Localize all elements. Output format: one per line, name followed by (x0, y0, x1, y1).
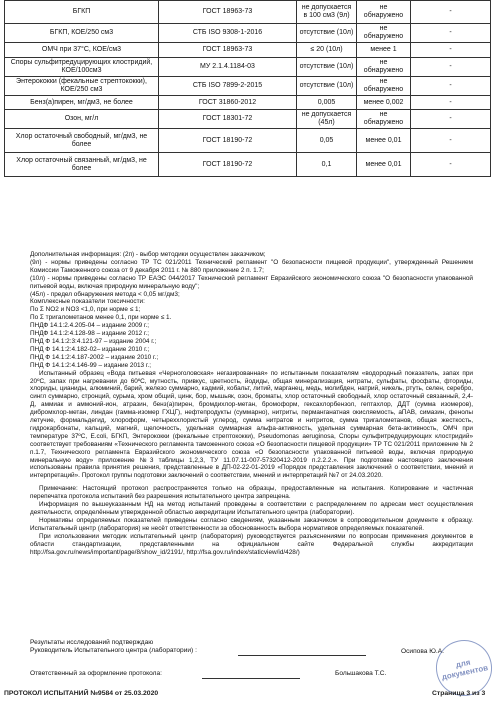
result-value: не обнаружено (357, 24, 411, 43)
result-value: не обнаружено (357, 58, 411, 77)
indicator-name: Хлор остаточный свободный, мг/дм3, не более (5, 129, 159, 153)
table-row (5, 153, 491, 177)
method-ref: ПНД Ф 14.1:2:4.146-99 – издание 2013 г.; (30, 361, 151, 369)
head-name: Осипова Ю.А. (401, 648, 444, 655)
head-label: Руководитель Испытательного центра (лаборатории) : (30, 647, 197, 654)
result-value: не обнаружено (357, 77, 411, 96)
note-value: - (411, 153, 491, 177)
conclusion-paragraph: Испытанный образец «Вода питьевая «Черноголовская» негазированная» по испытанным показателям «водородный показатель, запах при 20ºС, запах при нагревании до 60ºС, мутность, привкус, цветность, йодиды, общая минерализация, нитраты, сульфаты, фосфаты, фториды, хлориды, цианиды, алюминий, барий, железо суммарно, кадмий, кобальт, литий, марганец, медь, молибден, натрий, никель, ртуть, селен, серебро, сингл суммарно, стронций, сурьма, хром общий, цинк, бор, мышьяк, озон, броматы, хлор остаточный свободный, хлор остаточный связанный, 2,4-Д, аммиак и аммоний-ион, атразин, бенз(а)пирен, бромдихлор-метан, бромоформ, гексахлорбензол, гептахлор, ДДТ (сумма изомеров), дибромхлор-метан, линдан (гамма-изомер ГХЦГ), нефтепродукты (суммарно), нитриты, перманганатная окисляемость, аПАВ, симазин, фенолы летучие, формальдегид, хлороформ, четыреххлористый углерод, сумма нитратов и нитритов, сумма тригалометанов, общая жесткость, гидрокарбонаты, кальций, магний, щелочность, удельная суммарная альфа-активность, удельная суммарная бета-активность, ОМЧ при температуре 37ºС, E.coli, БГКП, Энтерококки (фекальные стрептококки), Pseudomonas aeruginosa, Споры сульфитредуцирующих клостридий» соответствует требованиям «Технического регламента таможенного союза «О безопасности пищевой продукции» ТР ТС 021/2011 приложение № 2 п.1.7, Технического регламента Евразийского экономического союза «О безопасности упакованной питьевой воды, включая природную минеральную воду» приложение №3 таблицы 1,2,3, ТУ 11.07.11-007-57320412-2019 п.2.2.2.». При подготовке настоящего заключения использованы правила принятия решения, представленные в ДП-02-22-01-2019 «Порядок представления заключений о соответствии, мнений и интерпретаций». Протокол группы подготовки заключений о соответствии, мнений и интерпретаций №7 от 24.03.2020. (30, 369, 473, 480)
method-ref: ПНД Ф 14.1:2:4.187-2002 – издание 2010 г.; (30, 353, 159, 361)
test-method: СТБ ISO 7899-2-2015 (159, 77, 297, 96)
table-row (5, 24, 491, 43)
table-row (5, 129, 491, 153)
note-10l: (10л) - нормы приведены согласно ТР ЕАЭС 044/2017 Технический регламент Евразийского экономического союза "О безопасности упакованной питьевой воды, включая природную минеральную воду"; (30, 274, 473, 290)
composite-sum-2: По Σ тригалометанов менее 0,1, при норме ≤ 1. (30, 314, 172, 322)
composite-sum-1: По Σ NO2 и NO3 <1,0, при норме ≤ 1; (30, 306, 141, 314)
table-row (5, 58, 491, 77)
indicator-name: Озон, мг/л (5, 110, 159, 129)
indicator-name: Бенз(а)пирен, мг/дм3, не более (5, 96, 159, 110)
note-value: - (411, 24, 491, 43)
note-45l: (45л) - предел обнаружения метода < 0,05 мг/дм3; (30, 290, 180, 298)
method-ref: ПНД Ф 14.1:2:3:4.121-97 – издание 2004 г.; (30, 337, 157, 345)
indicator-name: Хлор остаточный связанный, мг/дм3, не более (5, 153, 159, 177)
table-row (5, 43, 491, 58)
indicator-name: Энтерококки (фекальные стрептококки), КОЕ/250 см3 (5, 77, 159, 96)
table-row (5, 96, 491, 110)
result-value: менее 0,01 (357, 153, 411, 177)
norm-value: 0,05 (297, 129, 357, 153)
signature-line (202, 678, 300, 679)
table-row (5, 1, 491, 24)
norm-value: ≤ 20 (10л) (297, 43, 357, 58)
test-method: ГОСТ 31860-2012 (159, 96, 297, 110)
results-table (4, 0, 491, 177)
test-method: ГОСТ 18190-72 (159, 153, 297, 177)
note-value: - (411, 77, 491, 96)
method-ref: ПНДФ 14.1:2.4.205-04 – издание 2009 г.; (30, 322, 150, 330)
footer-protocol-number: ПРОТОКОЛ ИСПЫТАНИЙ №9584 от 25.03.2020 (4, 690, 159, 697)
signature-line (238, 655, 366, 656)
norm-value: не допускается в 100 см3 (9л) (297, 1, 357, 24)
norm-value: отсутствие (10л) (297, 24, 357, 43)
note-value: - (411, 110, 491, 129)
norm-value: не допускается (45л) (297, 110, 357, 129)
result-value: не обнаружено (357, 110, 411, 129)
info-paragraph-2: Нормативы определяемых показателей приведены согласно сведениям, указанным заказчиком в сопроводительном документе к образцу. Испытательный центр (лаборатория) не несёт ответственности за обоснованность выбора нормативов определяемых показателей. (30, 516, 473, 532)
norm-value: отсутствие (10л) (297, 58, 357, 77)
norm-value: 0,1 (297, 153, 357, 177)
test-method: ГОСТ 18190-72 (159, 129, 297, 153)
indicator-name: БГКП (5, 1, 159, 24)
info-paragraph-1: Информация по вышеуказанным НД на метод испытаний проведены в соответствии с распределением по адресам мест осуществления деятельности, определённым утвержденной областью аккредитации Испытательного центра (лаборатории). (30, 501, 473, 516)
remark-paragraph: Примечание: Настоящий протокол распространяется только на образцы, предоставленные на испытания. Копирование и частичная перепечатка протокола испытаний без разрешения испытательного центра запрещена. (30, 485, 473, 501)
results-confirm-label: Результаты исследований подтверждаю (30, 639, 154, 646)
composite-heading: Комплексные показатели токсичности: (30, 298, 145, 306)
norm-value: 0,005 (297, 96, 357, 110)
note-value: - (411, 96, 491, 110)
notes-section (30, 251, 473, 556)
test-method: СТБ ISO 9308-1-2016 (159, 24, 297, 43)
note-value: - (411, 43, 491, 58)
result-value: менее 1 (357, 43, 411, 58)
test-method: ГОСТ 18963-73 (159, 43, 297, 58)
norm-value: отсутствие (10л) (297, 77, 357, 96)
responsible-name: Большакова Т.С. (335, 670, 387, 677)
indicator-name: БГКП, КОЕ/250 см3 (5, 24, 159, 43)
test-method: ГОСТ 18963-73 (159, 1, 297, 24)
stamp-text: для документов (440, 657, 489, 682)
result-value: менее 0,01 (357, 129, 411, 153)
note-value: - (411, 129, 491, 153)
result-value: не обнаружено (357, 1, 411, 24)
table-row (5, 77, 491, 96)
footer-page-number: Страница 3 из 3 (432, 690, 486, 697)
note-value: - (411, 1, 491, 24)
responsible-label: Ответственный за оформление протокола: (30, 670, 162, 677)
notes-heading: Дополнительная информация: (2п) - выбор методики осуществлен заказчиком; (30, 251, 266, 258)
table-row (5, 110, 491, 129)
note-value: - (411, 58, 491, 77)
indicator-name: ОМЧ при 37°С, КОЕ/см3 (5, 43, 159, 58)
test-method: ГОСТ 18301-72 (159, 110, 297, 129)
result-value: менее 0,002 (357, 96, 411, 110)
info-paragraph-3: При использовании методик испытательный центр (лаборатория) руководствуется разъяснениями по вопросам применения документов в области стандартизации, представленными на официальном сайте Федеральной службы аккредитации http://fsa.gov.ru/news/important/page/8/show_id/2191/, http://fsa.gov.ru/index/staticview/id/428/) (30, 532, 473, 556)
signature-block-head (30, 639, 480, 655)
signature-block-responsible (30, 670, 480, 678)
method-ref: ПНДФ 14.1:2:4.128-98 – издание 2012 г.; (30, 330, 150, 338)
note-9l: (9л) - нормы приведены согласно ТР ТС 021/2011 Технический регламент "О безопасности пищевой продукции", утвержденный Решением Комиссии Таможенного союза от 9 декабря 2011 г. № 880 приложение 2 п. 1.7; (30, 258, 473, 274)
indicator-name: Споры сульфитредуцирующих клостридий, КОЕ/100см3 (5, 58, 159, 77)
test-method: МУ 2.1.4.1184-03 (159, 58, 297, 77)
method-ref: ПНД Ф 14.1:2:4.182-02– издание 2010 г.; (30, 345, 150, 353)
